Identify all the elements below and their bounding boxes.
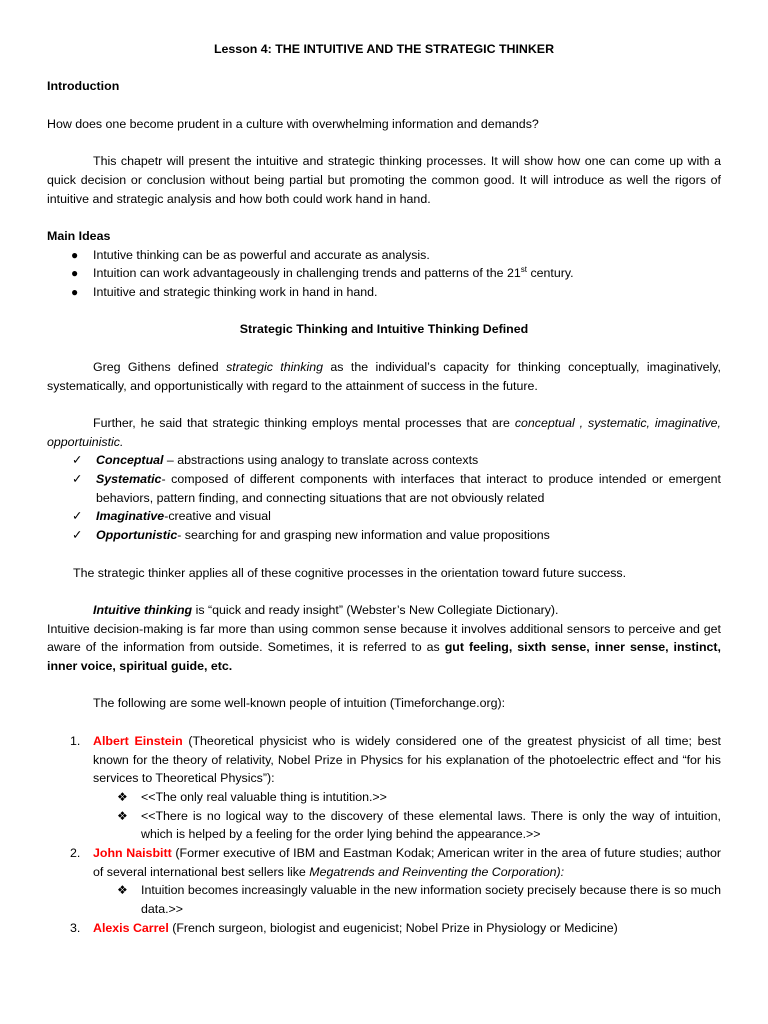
further-paragraph bbox=[47, 414, 721, 451]
process-term: Conceptual bbox=[96, 453, 164, 468]
introduction-question: How does one become prudent in a culture with overwhelming information and demands? bbox=[47, 116, 539, 131]
quote-text: <<There is no logical way to the discovery of these elemental laws. There is only the way of intuition, which is helped by a feeling for the order lying behind the appearance.>> bbox=[141, 808, 721, 842]
people-intro: The following are some well-known people of intuition (Timeforchange.org): bbox=[93, 696, 506, 711]
list-item bbox=[47, 788, 721, 807]
process-desc: -creative and visual bbox=[164, 509, 271, 524]
diamond-bullet-icon: ❖ bbox=[117, 883, 128, 898]
paragraph-text: as the individual’s capacity for thinking conceptually, imaginatively, systematically, and opportunistically with regard to the attainment of success in the future. bbox=[47, 359, 722, 393]
list-item bbox=[47, 470, 721, 507]
bullet-icon: ● bbox=[71, 247, 79, 262]
diamond-bullet-icon: ❖ bbox=[117, 808, 128, 823]
book-titles: Megatrends and Reinventing the Corporation): bbox=[309, 864, 565, 879]
process-term: Imaginative bbox=[96, 509, 165, 524]
list-number: 1. bbox=[70, 733, 81, 748]
intuition-synonyms: gut feeling, sixth sense, inner sense, instinct, inner voice, spiritual guide, etc. bbox=[47, 640, 722, 674]
list-item bbox=[47, 451, 721, 470]
ordinal-superscript: st bbox=[520, 265, 527, 275]
process-desc: - searching for and grasping new information and value propositions bbox=[177, 528, 550, 543]
bullet-icon: ● bbox=[71, 266, 79, 281]
person-name: Albert Einstein bbox=[93, 733, 183, 748]
list-item bbox=[47, 526, 721, 545]
list-item bbox=[47, 919, 721, 938]
main-idea-text: Intuition can work advantageously in challenging trends and patterns of the 21 bbox=[93, 266, 521, 281]
main-ideas-heading: Main Ideas bbox=[47, 228, 111, 243]
quote-text: Intuition becomes increasingly valuable in the new information society precisely because there is so much data.>> bbox=[141, 883, 721, 917]
term-intuitive-thinking: Intuitive thinking bbox=[93, 602, 193, 617]
list-item bbox=[47, 246, 721, 265]
checkmark-icon: ✓ bbox=[72, 453, 83, 468]
term-strategic-thinking: strategic thinking bbox=[226, 359, 324, 374]
quote-text: <<The only real valuable thing is intutition.>> bbox=[141, 789, 387, 804]
githens-paragraph bbox=[47, 358, 721, 395]
process-term: Opportunistic bbox=[96, 528, 178, 543]
main-idea-text: Intuitive and strategic thinking work in hand in hand. bbox=[93, 285, 378, 300]
diamond-bullet-icon: ❖ bbox=[117, 789, 128, 804]
intuitive-definition bbox=[47, 601, 721, 620]
paragraph-text: Greg Githens defined bbox=[93, 359, 227, 374]
list-item bbox=[47, 844, 721, 881]
person-desc: (Theoretical physicist who is widely considered one of the greatest physicist of all time; best known for the theory of relativity, Nobel Prize in Physics for his explanation of the photoelectric effect and “for his services to Theoretical Physics”): bbox=[93, 733, 721, 786]
strategic-thinker-paragraph: The strategic thinker applies all of these cognitive processes in the orientation toward future success. bbox=[73, 565, 627, 580]
checkmark-icon: ✓ bbox=[72, 528, 83, 543]
list-item bbox=[47, 264, 721, 283]
checkmark-icon: ✓ bbox=[72, 509, 83, 524]
paragraph-text: Intuitive decision-making is far more than using common sense because it involves additional sensors to perceive and get aware of the information from outside. Sometimes, it is referred to as bbox=[47, 621, 721, 655]
introduction-heading: Introduction bbox=[47, 79, 120, 94]
document-page bbox=[47, 36, 721, 938]
page-title: Lesson 4: THE INTUITIVE AND THE STRATEGIC THINKER bbox=[213, 42, 555, 56]
person-name: Alexis Carrel bbox=[93, 920, 169, 935]
person-desc: (Former executive of IBM and Eastman Kodak; American writer in the area of future studies; author of several international best sellers like bbox=[93, 846, 721, 879]
list-item bbox=[47, 283, 721, 302]
process-desc: - composed of different components with interfaces that interact to produce intended or emergent behaviors, pattern finding, and connecting situations that are not obviously related bbox=[96, 472, 721, 505]
main-idea-text: Intutive thinking can be as powerful and accurate as analysis. bbox=[93, 247, 430, 262]
section-heading: Strategic Thinking and Intuitive Thinking Defined bbox=[239, 322, 529, 337]
list-number: 2. bbox=[70, 846, 81, 861]
paragraph-text: is “quick and ready insight” (Webster’s New Collegiate Dictionary). bbox=[192, 602, 559, 617]
list-item bbox=[47, 807, 721, 844]
process-term: Systematic bbox=[96, 472, 162, 487]
intuitive-paragraph bbox=[47, 620, 721, 676]
person-desc: (French surgeon, biologist and eugenicist; Nobel Prize in Physiology or Medicine) bbox=[168, 920, 618, 935]
paragraph-text: Further, he said that strategic thinking employs mental processes that are bbox=[93, 415, 515, 430]
people-list bbox=[47, 732, 721, 938]
bullet-icon: ● bbox=[71, 285, 79, 300]
main-idea-text: century. bbox=[527, 266, 574, 281]
main-ideas-list bbox=[47, 246, 721, 302]
list-item bbox=[47, 732, 721, 788]
mental-process-terms: conceptual , systematic, imaginative, opportuinistic. bbox=[47, 415, 721, 449]
person-name: John Naisbitt bbox=[93, 846, 172, 861]
introduction-paragraph: This chapetr will present the intuitive and strategic thinking processes. It will show how one can come up with a quick decision or conclusion without being partial but promoting the common good. It will introduce as well the rigors of intuitive and strategic analysis and how both could work hand in hand. bbox=[47, 154, 721, 206]
checkmark-icon: ✓ bbox=[72, 472, 83, 487]
mental-processes-list bbox=[47, 451, 721, 545]
list-number: 3. bbox=[70, 920, 81, 935]
list-item bbox=[47, 507, 721, 526]
process-desc: – abstractions using analogy to translate across contexts bbox=[163, 453, 479, 468]
list-item bbox=[47, 881, 721, 918]
